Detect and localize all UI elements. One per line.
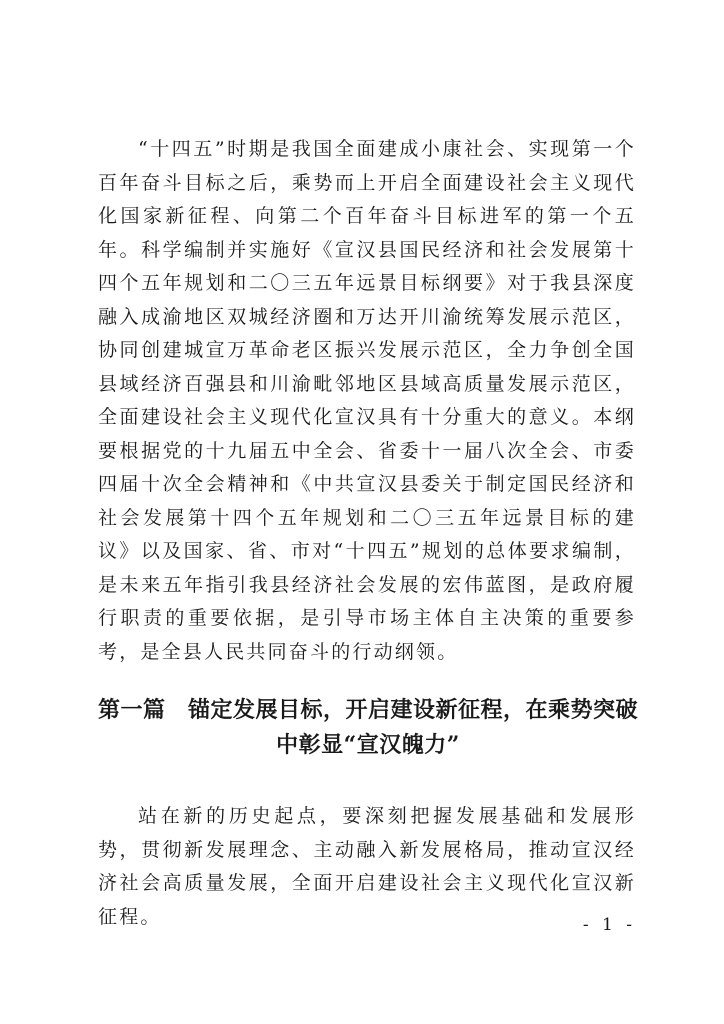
part1-heading-line1: 第一篇 锚定发展目标，开启建设新征程，在乘势突破 bbox=[98, 697, 639, 723]
part1-heading-line2: 中彰显“宣汉魄力” bbox=[276, 732, 460, 758]
part1-heading bbox=[98, 693, 638, 763]
intro-paragraph: “十四五”时期是我国全面建成小康社会、实现第一个百年奋斗目标之后，乘势而上开启全面建设社会主义现代化国家新征程、向第二个百年奋斗目标进军的第一个五年。科学编制并实施好《宣汉县国民经济和社会发展第十四个五年规划和二〇三五年远景目标纲要》对于我县深度融入成渝地区双城经济圈和万达开川渝统筹发展示范区，协同创建城宣万革命老区振兴发展示范区，全力争创全国县域经济百强县和川渝毗邻地区县域高质量发展示范区，全面建设社会主义现代化宣汉具有十分重大的意义。本纲要根据党的十九届五中全会、省委十一届八次全会、市委四届十次全会精神和《中共宣汉县委关于制定国民经济和社会发展第十四个五年规划和二〇三五年远景目标的建议》以及国家、省、市对“十四五”规划的总体要求编制，是未来五年指引我县经济社会发展的宏伟蓝图，是政府履行职责的重要依据，是引导市场主体自主决策的重要参考，是全县人民共同奋斗的行动纲领。 bbox=[98, 138, 636, 663]
page-number: - 1 - bbox=[582, 915, 636, 935]
part1-paragraph: 站在新的历史起点，要深刻把握发展基础和发展形势，贯彻新发展理念、主动融入新发展格局，推动宣汉经济社会高质量发展，全面开启建设社会主义现代化宣汉新征程。 bbox=[98, 805, 636, 928]
